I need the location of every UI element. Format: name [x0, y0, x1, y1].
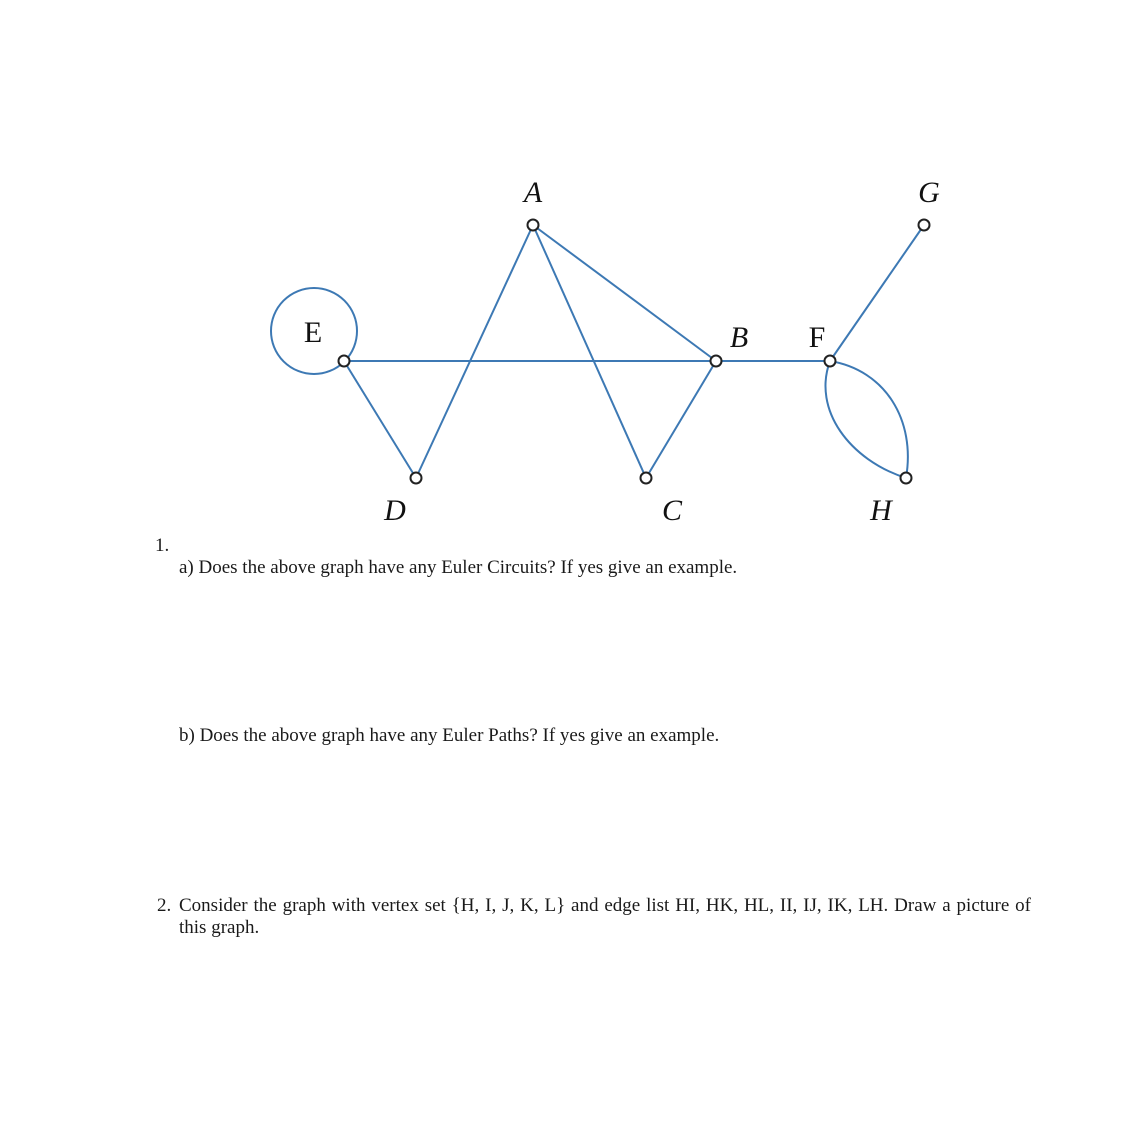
edge-FG — [830, 225, 924, 361]
vertex-B — [711, 356, 722, 367]
vertex-label-E: E — [303, 316, 323, 349]
question-2-number: 2. — [157, 895, 172, 916]
question-2-text: Consider the graph with vertex set {H, I, J, K, L} and edge list HI, HK, HL, II, IJ, IK, LH. Draw a picture of this graph. — [179, 895, 1031, 938]
vertex-A — [528, 220, 539, 231]
graph-figure — [0, 0, 1142, 560]
vertex-H — [901, 473, 912, 484]
vertex-E — [339, 356, 350, 367]
question-1a-text: a) Does the above graph have any Euler Circuits? If yes give an example. — [179, 557, 738, 578]
vertex-label-B: B — [729, 321, 749, 354]
edge-DA — [416, 225, 533, 478]
edge-ED — [344, 361, 416, 478]
vertex-D — [411, 473, 422, 484]
edge-AC — [533, 225, 646, 478]
vertex-label-C: C — [661, 494, 683, 527]
vertex-label-H: H — [870, 494, 892, 527]
vertex-label-G: G — [918, 176, 940, 209]
vertex-label-F: F — [808, 321, 826, 354]
edge-AB — [533, 225, 716, 361]
question-1b-text: b) Does the above graph have any Euler Paths? If yes give an example. — [179, 725, 720, 746]
vertex-C — [641, 473, 652, 484]
vertex-G — [919, 220, 930, 231]
edge-FH1 — [825, 361, 906, 478]
vertex-label-D: D — [384, 494, 406, 527]
edge-CB — [646, 361, 716, 478]
vertex-F — [825, 356, 836, 367]
vertex-label-A: A — [523, 176, 543, 209]
question-1-number: 1. — [155, 535, 170, 556]
